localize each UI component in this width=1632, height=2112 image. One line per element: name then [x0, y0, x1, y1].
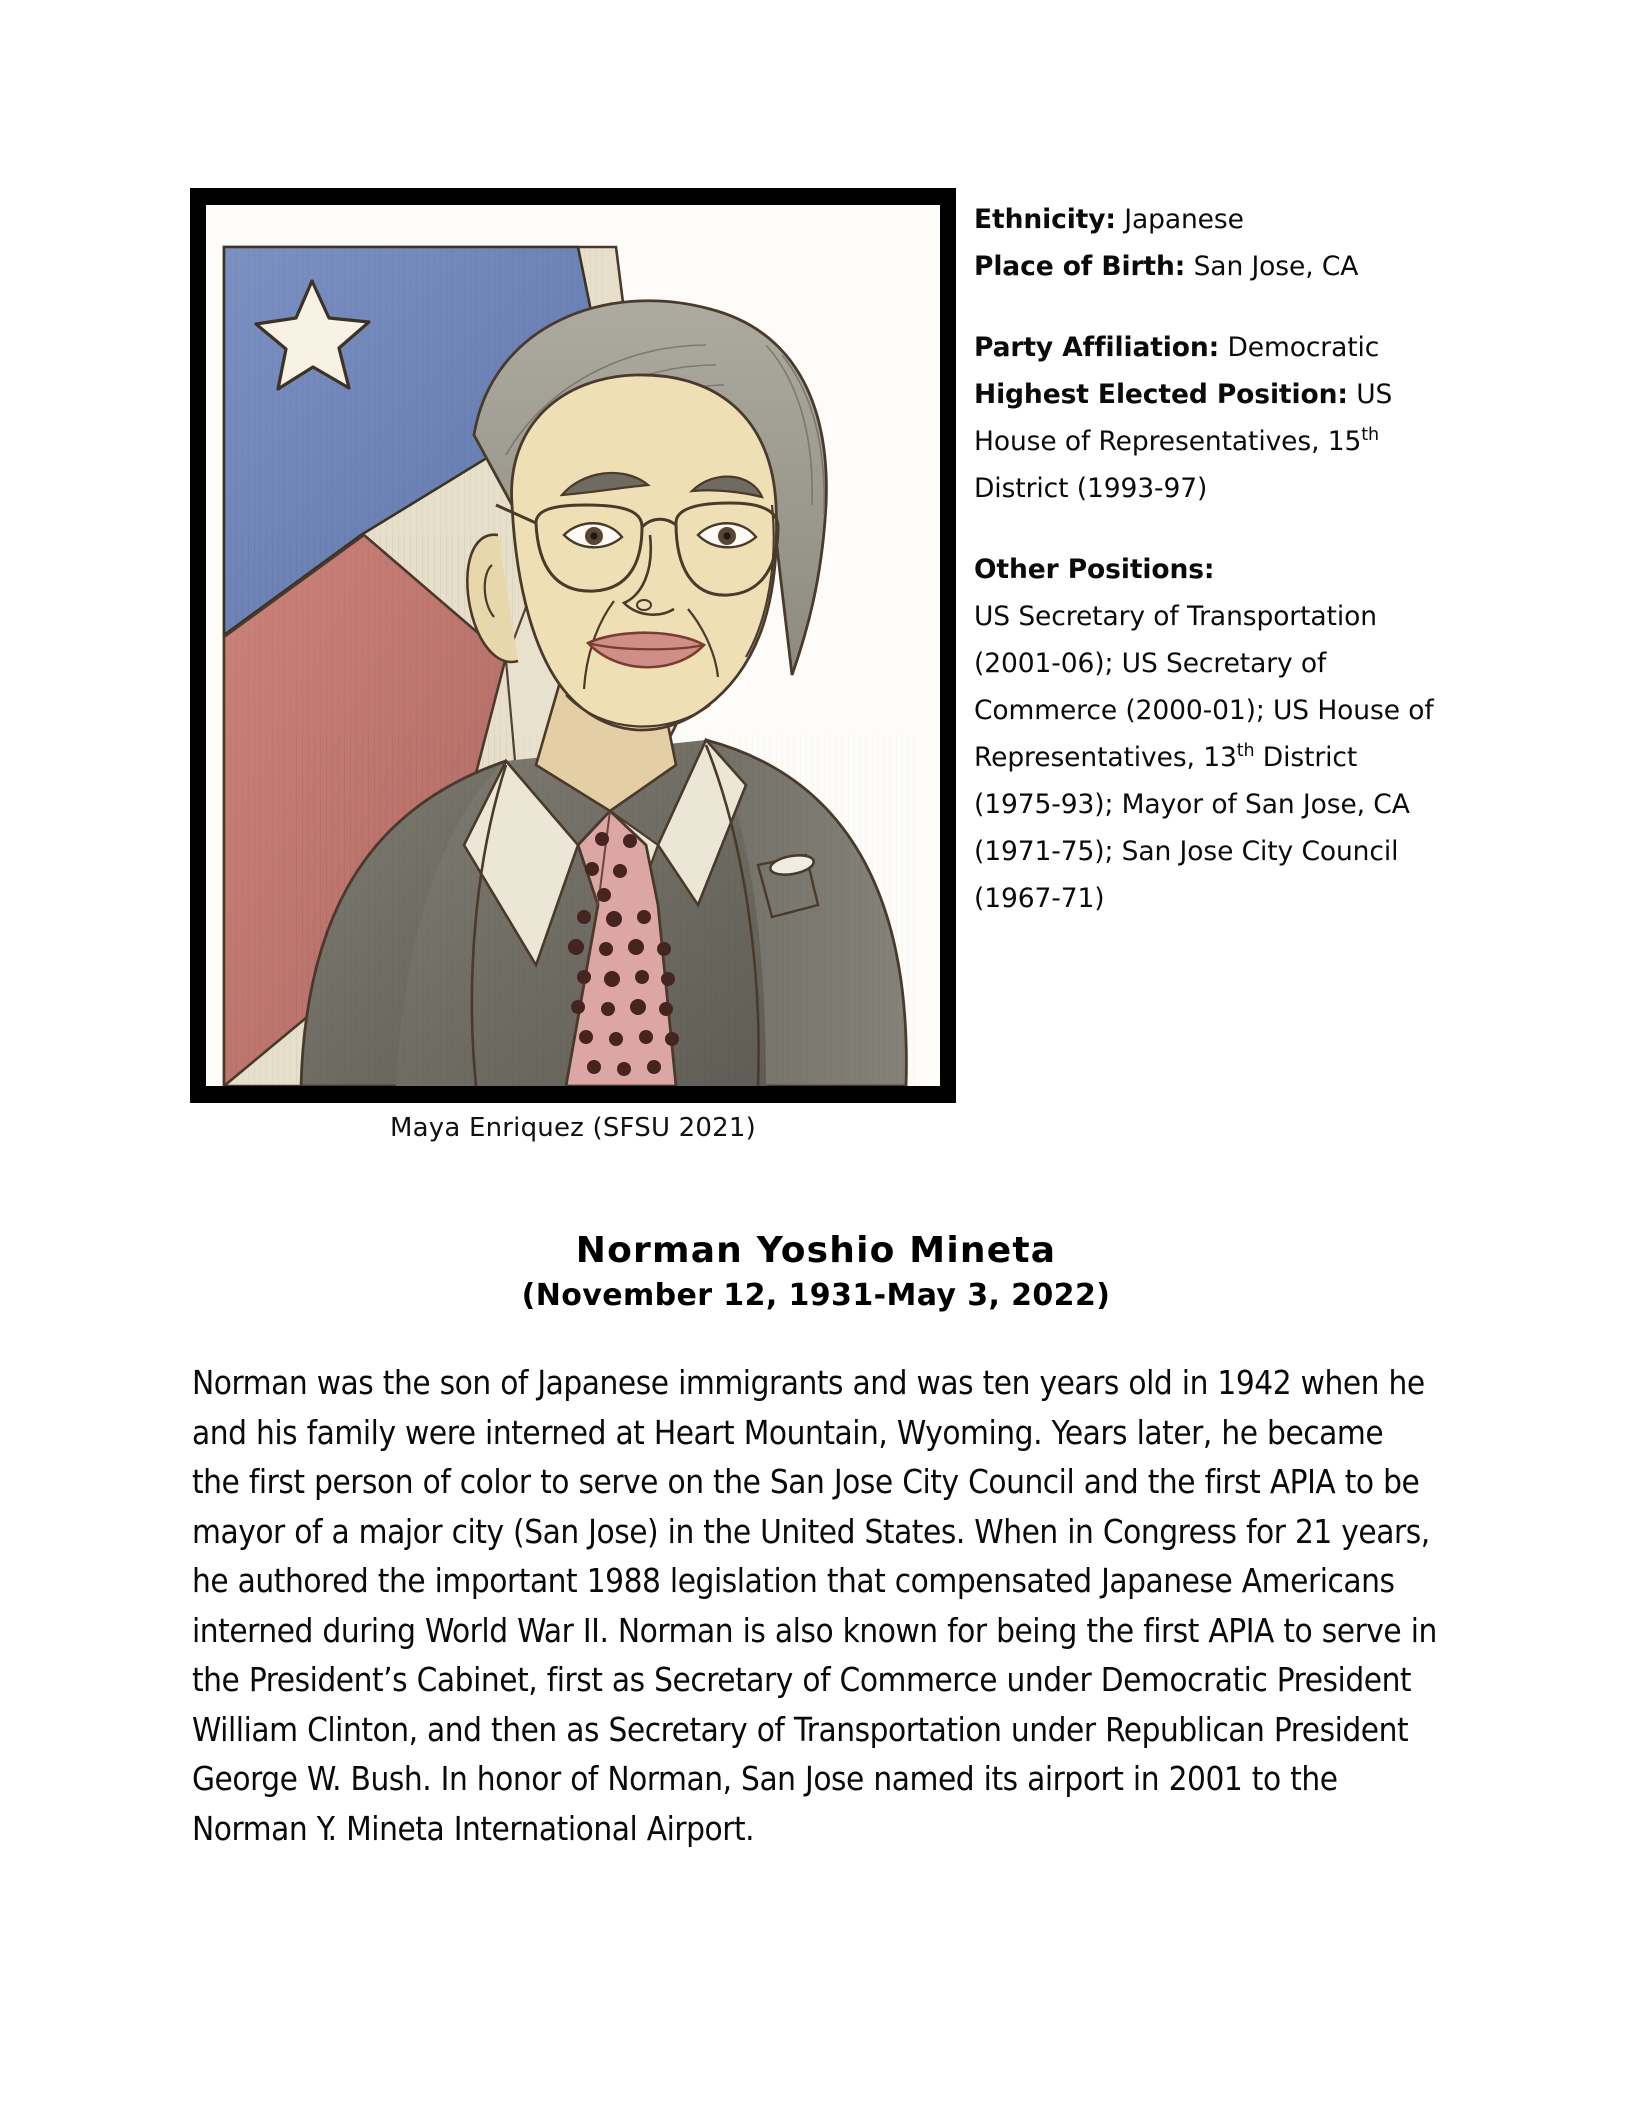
facts-group-identity [974, 196, 1444, 290]
fact-highest-position-value-pre: US House of Representatives, 15 [974, 379, 1393, 457]
fact-highest-position-value-post: District (1993-97) [974, 473, 1208, 504]
fact-other-positions-value-pre: US Secretary of Transportation (2001-06); US Secretary of Commerce (2000-01); US House of Representatives, 13 [974, 601, 1434, 773]
biography-paragraph: Norman was the son of Japanese immigrants and was ten years old in 1942 when he and his family were interned at Heart Mountain, Wyoming. Years later, he became the first person of color to serve on the San Jose City Council and the first APIA to be mayor of a major city (San Jose) in the United States. When in Congress for 21 years, he authored the important 1988 legislation that compensated Japanese Americans interned during World War II. Norman is also known for being the first APIA to serve in the President’s Cabinet, first as Secretary of Commerce under Democratic President William Clinton, and then as Secretary of Transportation under Republican President George W. Bush. In honor of Norman, San Jose named its airport in 2001 to the Norman Y. Mineta International Airport. [192, 1363, 1437, 1848]
fact-party [974, 324, 1444, 371]
fact-birthplace [974, 243, 1444, 290]
fact-other-positions-label: Other Positions: [974, 554, 1215, 585]
fact-highest-position [974, 371, 1444, 512]
subject-life-dates: (November 12, 1931-May 3, 2022) [521, 1278, 1111, 1313]
fact-ethnicity [974, 196, 1444, 243]
fact-other-positions-value-post: District (1975-93); Mayor of San Jose, CA (1971-75); San Jose City Council (1967-71) [974, 742, 1410, 914]
fact-other-positions-value [974, 593, 1444, 922]
fact-ethnicity-label: Ethnicity: [974, 204, 1116, 235]
fact-party-label: Party Affiliation: [974, 332, 1220, 363]
fact-other-positions-label-line [974, 546, 1444, 593]
fact-party-value: Democratic [1227, 332, 1380, 363]
facts-group-political [974, 324, 1444, 512]
portrait-mat [206, 205, 940, 1086]
fact-highest-position-label: Highest Elected Position: [974, 379, 1348, 410]
fact-birthplace-value: San Jose, CA [1193, 251, 1359, 282]
fact-birthplace-label: Place of Birth: [974, 251, 1186, 282]
portrait-block [190, 188, 956, 1143]
fact-ethnicity-value: Japanese [1124, 204, 1244, 235]
biography-facts [974, 196, 1444, 922]
fact-other-positions-ordinal: th [1236, 741, 1255, 762]
subject-title-block [0, 1228, 1632, 1318]
portrait-frame [190, 188, 956, 1103]
fact-highest-position-ordinal: th [1361, 425, 1379, 446]
norman-mineta-portrait-illustration [206, 205, 940, 1086]
portrait-caption: Maya Enriquez (SFSU 2021) [390, 1113, 756, 1143]
subject-name: Norman Yoshio Mineta [575, 1230, 1057, 1271]
facts-group-other-positions [974, 546, 1444, 922]
